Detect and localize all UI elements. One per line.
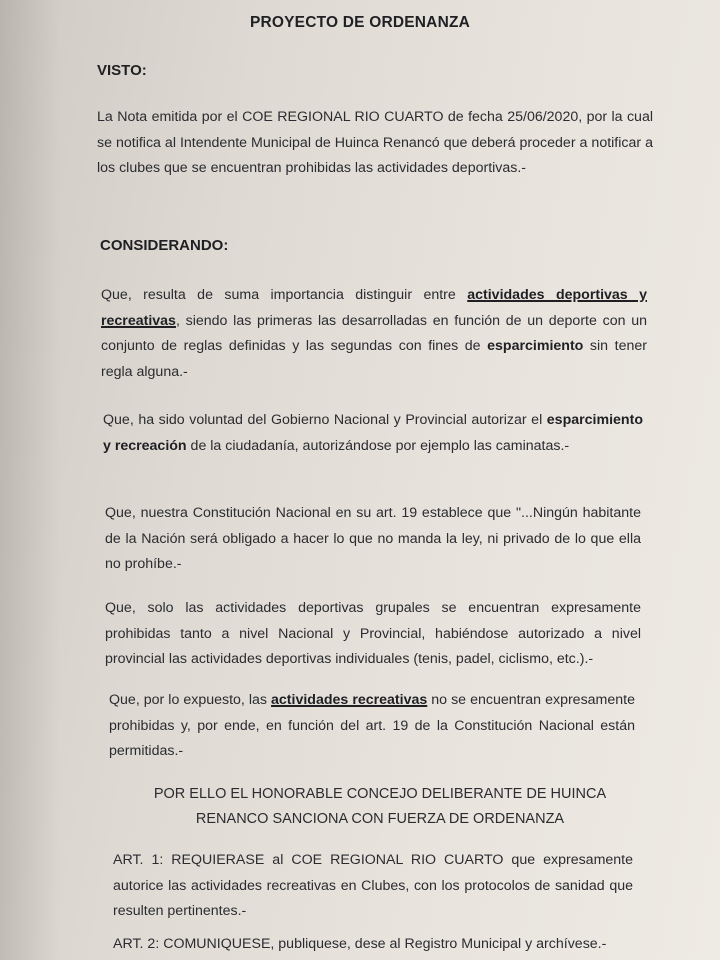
considerando-paragraph-2 (103, 408, 643, 459)
para1-bold: esparcimiento (487, 338, 584, 354)
para1-text-a: Que, resulta de suma importancia distinguir entre (101, 287, 468, 303)
considerando-paragraph-4: Que, solo las actividades deportivas grupales se encuentran expresamente prohibidas tanto a nivel Nacional y Provincial, habiéndose autorizado a nivel provincial las actividades deportivas individuales (tenis, padel, ciclismo, etc.).- (105, 600, 641, 667)
para5-bold-underlined: actividades recreativas (271, 692, 428, 708)
considerando-paragraph-1 (101, 283, 647, 385)
article-2: ART. 2: COMUNIQUESE, publiquese, dese al Registro Municipal y archívese.- (113, 936, 607, 952)
para5-text-a: Que, por lo expuesto, las (109, 692, 272, 708)
por-ello-statement (100, 782, 660, 832)
por-ello-line-2: RENANCO SANCIONA CON FUERZA DE ORDENANZA (195, 811, 565, 827)
visto-paragraph: La Nota emitida por el COE REGIONAL RIO CUARTO de fecha 25/06/2020, por la cual se notifica al Intendente Municipal de Huinca Renancó que deberá proceder a notificar a los clubes que se encuentran prohibidas las actividades deportivas.- (97, 109, 653, 176)
considerando-paragraph-3: Que, nuestra Constitución Nacional en su art. 19 establece que "...Ningún habitante de la Nación será obligado a hacer lo que no manda la ley, ni privado de lo que ella no prohíbe.- (105, 505, 641, 572)
considerando-heading: CONSIDERANDO: (100, 237, 229, 254)
para1-bold-underlined: actividades deportivas y recreativas (101, 287, 648, 329)
visto-heading: VISTO: (97, 62, 147, 79)
para5-text-b: no se encuentran expresamente prohibidas y, por ende, en función del art. 19 de la Constitución Nacional están permitidas.- (109, 692, 635, 759)
para1-text-c: sin tener regla alguna.- (101, 338, 647, 380)
article-1: ART. 1: REQUIERASE al COE REGIONAL RIO CUARTO que expresamente autorice las actividades recreativas en Clubes, con los protocolos de sanidad que resulten pertinentes.- (113, 852, 633, 919)
por-ello-line-1: POR ELLO EL HONORABLE CONCEJO DELIBERANTE DE HUINCA (153, 786, 607, 802)
para2-text-a: Que, ha sido voluntad del Gobierno Nacional y Provincial autorizar el (103, 412, 547, 428)
para2-text-b: de la ciudadanía, autorizándose por ejemplo las caminatas.- (186, 437, 570, 454)
para1-text-b: , siendo las primeras las desarrolladas en función de un deporte con un conjunto de reglas definidas y las segundas con fines de (101, 312, 647, 354)
considerando-paragraph-5 (109, 688, 635, 765)
document-title: PROYECTO DE ORDENANZA (249, 14, 471, 31)
page-shadow (0, 0, 60, 960)
para2-bold: esparcimiento y recreación (103, 412, 643, 454)
